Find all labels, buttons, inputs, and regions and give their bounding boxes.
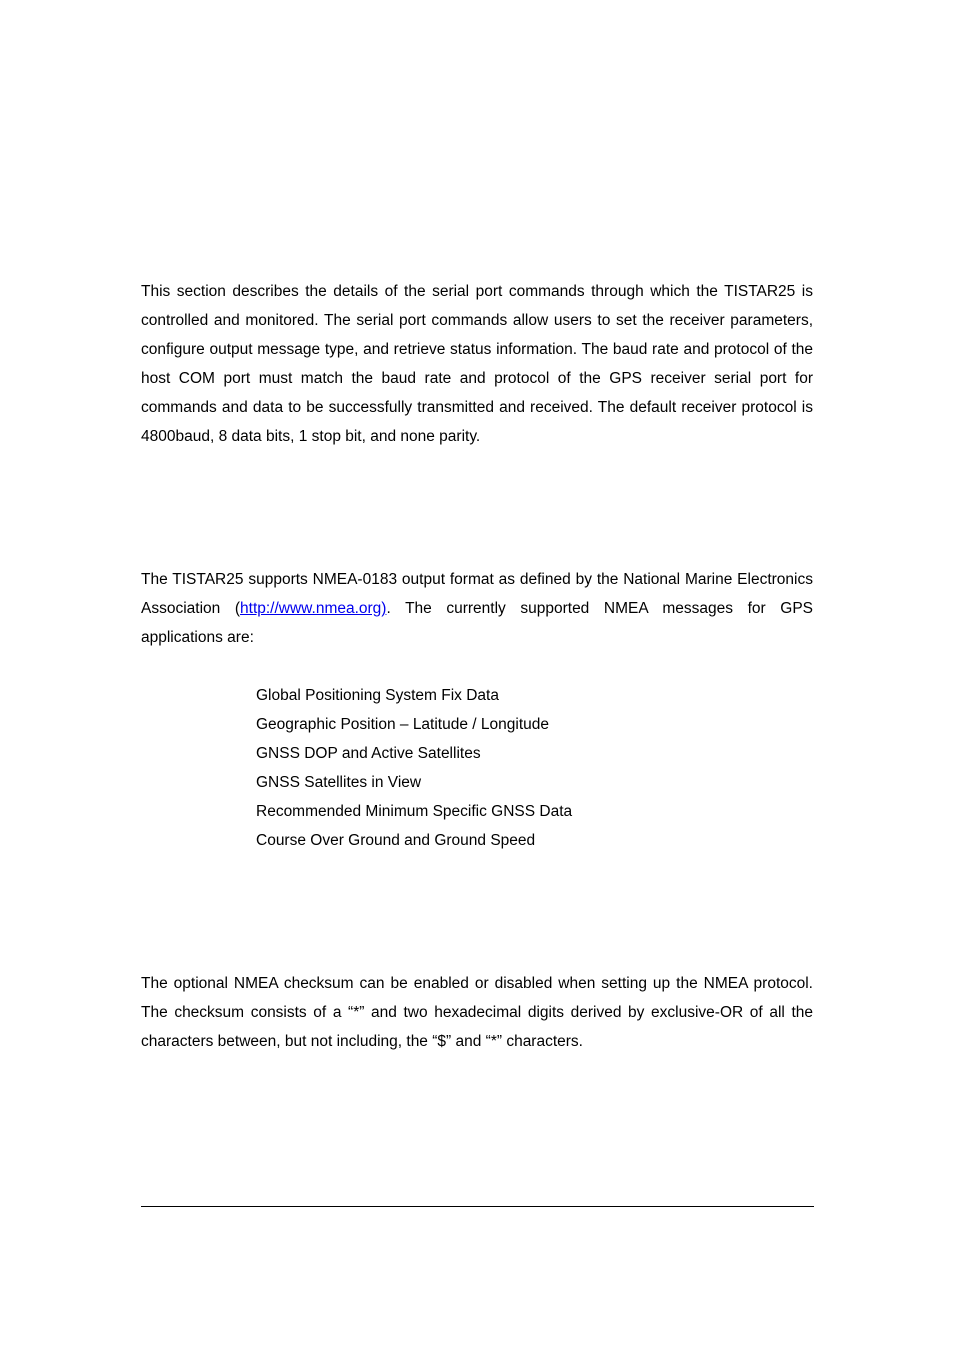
nmea-intro-text-continued: . The currently supported NMEA messages for GPS applications are: [141, 599, 814, 646]
footer-divider [141, 1206, 814, 1207]
list-item: Course Over Ground and Ground Speed [256, 832, 536, 849]
list-item: GNSS Satellites in View [256, 774, 422, 791]
nmea-intro-paragraph [141, 566, 813, 653]
list-item: Global Positioning System Fix Data [256, 687, 499, 704]
checksum-paragraph: The optional NMEA checksum can be enabled or disabled when setting up the NMEA protocol. The checksum consists of a “*” and two hexadecimal digits derived by exclusive-OR of all the characters between, but not including, the “$” and “*” characters. [141, 975, 813, 1050]
list-item: Geographic Position – Latitude / Longitude [256, 716, 549, 733]
list-item: Recommended Minimum Specific GNSS Data [256, 803, 573, 820]
nmea-message-list [256, 681, 572, 855]
nmea-intro-text: The TISTAR25 supports NMEA-0183 output format as defined by the National Marine Electronics Association ( [141, 571, 813, 617]
nmea-website-link[interactable]: http://www.nmea.org) [240, 599, 387, 617]
serial-commands-paragraph: This section describes the details of the serial port commands through which the TISTAR25 is controlled and monitored. The serial port commands allow users to set the receiver parameters, configure output message type, and retrieve status information. The baud rate and protocol of the host COM port must match the baud rate and protocol of the GPS receiver serial port for commands and data to be successfully transmitted and received. The default receiver protocol is 4800baud, 8 data bits, 1 stop bit, and none parity. [141, 283, 813, 445]
list-item: GNSS DOP and Active Satellites [256, 745, 481, 762]
